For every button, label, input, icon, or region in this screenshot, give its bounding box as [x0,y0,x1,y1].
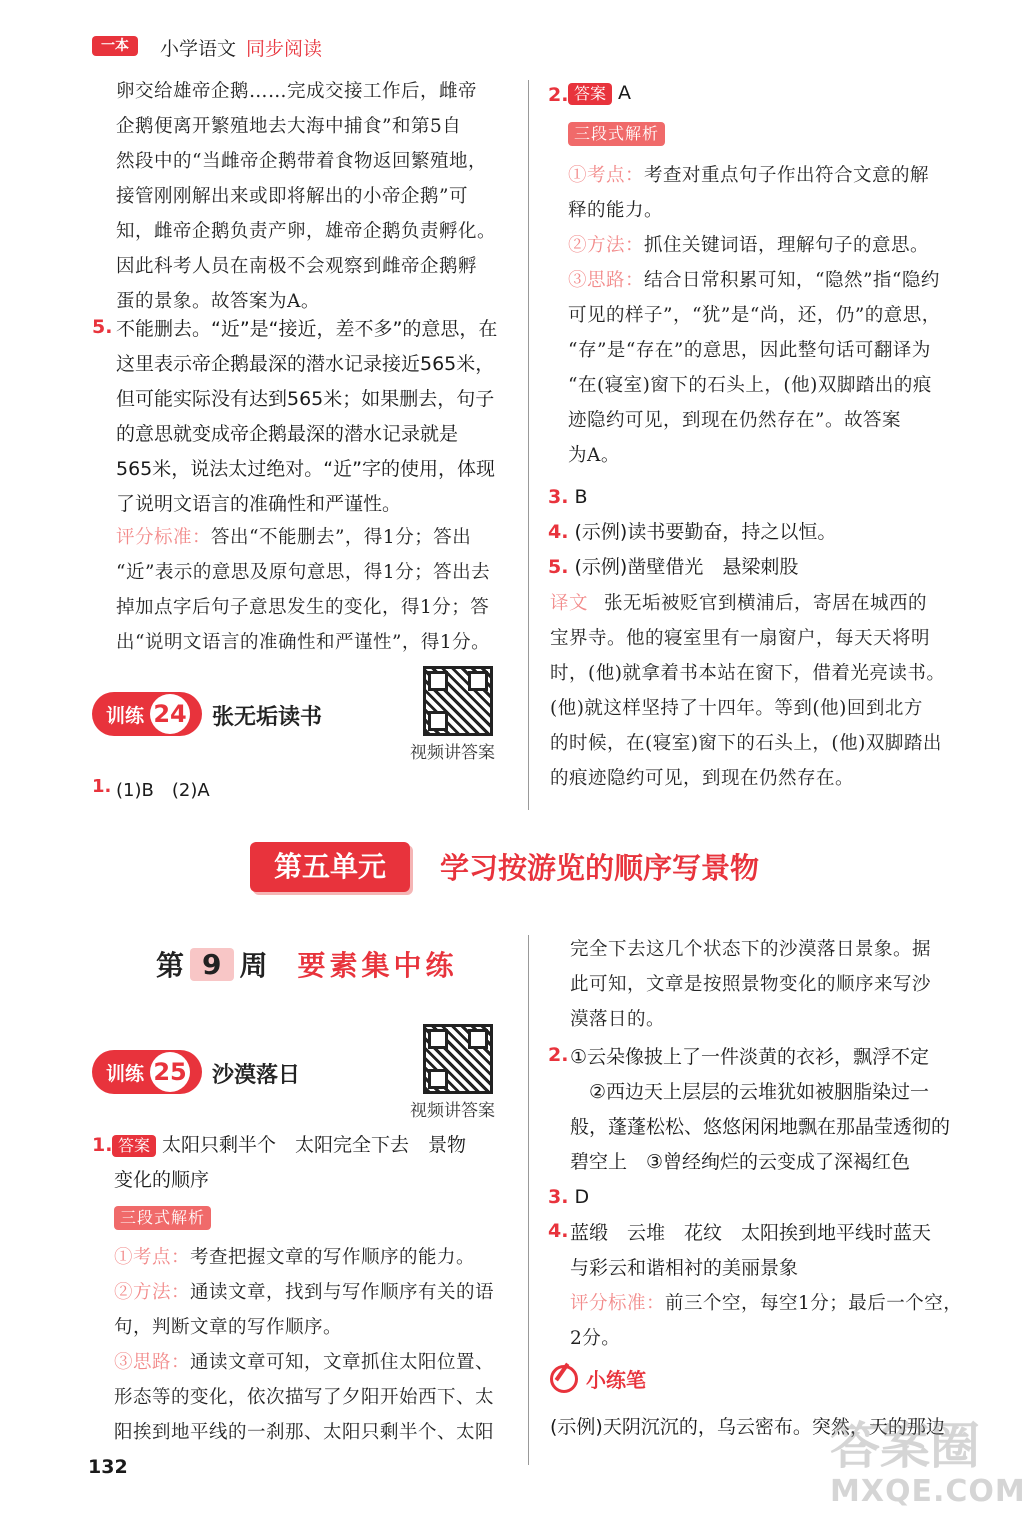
question-number: 3. [548,486,569,508]
training-number: 25 [150,1052,190,1092]
silu-label: ③思路： [568,270,645,291]
kaodian-label: ①考点： [114,1247,191,1268]
q4-row [548,515,836,550]
answer-value: A [618,82,632,104]
text-line: 完全下去这几个状态下的沙漠落日景象。据 [570,939,932,960]
text-line: 的痕迹隐约可见，到现在仍然存在。 [550,768,855,789]
translation [550,586,970,796]
question-number: 1. [92,1134,113,1156]
text-line: 卵交给雄帝企鹅……完成交接工作后，雌帝 [116,81,478,102]
text-line: 答出“不能删去”，得1分；答出 [211,527,472,548]
fangfa-label: ②方法： [568,235,645,256]
answer-text: (示例)读书要勤奋，持之以恒。 [574,521,837,543]
q1-answer: (1)B (2)A [116,780,210,801]
text-line: 出“说明文语言的准确性和严谨性”，得1分。 [116,632,491,653]
text-line: 接管刚刚解出来或即将解出的小帝企鹅”可 [116,186,468,207]
week-number: 9 [190,948,233,981]
header-subtitle: 同步阅读 [246,38,323,60]
text-line: 形态等的变化，依次描写了夕阳开始西下、太 [114,1387,495,1408]
answer-tag: 答案 [112,1135,156,1157]
week-prefix: 第 [156,949,185,982]
q1-answer [110,1128,520,1198]
training-number: 24 [150,694,190,734]
scoring-standard [116,520,516,660]
text-line: “存”是“存在”的意思，因此整句话可翻译为 [568,340,931,361]
answer-text: B [574,486,588,508]
text-line: 的意思就变成帝企鹅最深的潜水记录就是 [116,423,459,445]
week-heading [156,944,458,984]
watermark-logo [830,1417,1026,1528]
text-line: 不能删去。“近”是“接近，差不多”的意思，在 [116,318,498,340]
question-number: 2. [548,1044,569,1066]
text-line: 结合日常积累可知，“隐然”指“隐约 [644,270,940,291]
text-line: 般，蓬蓬松松、悠悠闲闲地飘在那晶莹透彻的 [570,1116,951,1138]
qr-caption: 视频讲答案 [410,743,495,763]
q3-row [548,480,588,515]
text-line: 2分。 [570,1328,621,1349]
text-line: 句，判断文章的写作顺序。 [114,1317,343,1338]
question-number: 3. [548,1186,569,1208]
text-line: 掉加点字后句子意思发生的变化，得1分；答 [116,597,490,618]
text-line: 通读文章可知，文章抓住太阳位置、 [190,1352,495,1373]
scoring-label: 评分标准： [570,1293,666,1314]
text-line: 太阳只剩半个 太阳完全下去 景物 [162,1134,467,1156]
answer-text: D [574,1186,590,1208]
scoring-label: 评分标准： [116,527,212,548]
text-line: 抓住关键词语，理解句子的意思。 [644,235,930,256]
text-line: 此可知，文章是按照景物变化的顺序来写沙 [570,974,932,995]
text-line: 知，雌帝企鹅负责产卵，雄帝企鹅负责孵化。 [116,221,497,242]
column-divider-top [528,80,529,810]
text-line: 这里表示帝企鹅最深的潜水记录接近565米， [116,353,495,375]
question-number: 5. [92,316,113,338]
text-line: 然段中的“当雌帝企鹅带着食物返回繁殖地， [116,151,487,172]
text-line: 碧空上 ③曾经绚烂的云变成了深褐红色 [570,1151,911,1173]
unit-title: 学习按游览的顺序写景物 [440,851,760,885]
analysis-tag: 三段式解析 [114,1206,211,1230]
q5-row [548,550,798,585]
pen-icon [550,1365,578,1393]
question-number: 1. [92,776,112,797]
text-line: “在(寝室)窗下的石头上，(他)双脚踏出的痕 [568,375,932,396]
q2-answer [570,1040,980,1180]
qr-code-icon[interactable] [423,666,493,736]
text-line: 张无垢被贬官到横浦后，寄居在城西的 [604,593,928,614]
text-line: 考查对重点句子作出符合文意的解 [644,165,930,186]
text-line: 时，(他)就拿着书本站在窗下，借着光亮读书。 [550,663,946,684]
training-title: 沙漠落日 [212,1063,301,1088]
week-title: 要素集中练 [297,949,458,982]
column-divider-bottom [528,935,529,1465]
text-line: 蓝缎 云堆 花纹 太阳挨到地平线时蓝天 [570,1222,932,1244]
q5-answer [116,312,516,522]
watermark-text: 答案圈 [830,1417,980,1475]
text-line: ②西边天上层层的云堆犹如被胭脂染过一 [570,1081,930,1103]
page-number: 132 [88,1456,128,1478]
training-label: 训练 [106,1062,145,1085]
mini-writing-text: (示例)天阴沉沉的，乌云密布。突然，天的那边 [550,1416,945,1438]
text-line: 宝界寺。他的寝室里有一扇窗户，每天天将明 [550,628,931,649]
training-title: 张无垢读书 [212,705,323,730]
text-line: 释的能力。 [568,200,664,221]
left-top-paragraph [116,74,516,319]
training-badge-24 [92,692,202,736]
answer-text: (示例)凿壁借光 悬梁刺股 [574,556,799,578]
q2-answer-row [566,80,631,106]
header-title: 小学语文 [160,38,237,60]
unit-label: 第五单元 [250,842,410,892]
text-line: 因此科考人员在南极不会观察到雌帝企鹅孵 [116,256,478,277]
text-line: 迹隐约可见，到现在仍然存在”。故答案 [568,410,901,431]
fangfa-label: ②方法： [114,1282,191,1303]
text-line: 变化的顺序 [114,1169,210,1191]
text-line: 了说明文语言的准确性和严谨性。 [116,493,402,515]
text-line: ①云朵像披上了一件淡黄的衣衫，飘浮不定 [570,1046,930,1068]
text-line: “近”表示的意思及原句意思，得1分；答出去 [116,562,491,583]
text-line: 漠落日的。 [570,1009,666,1030]
analysis-body [568,158,968,473]
analysis-body [114,1240,524,1450]
question-number: 5. [548,556,569,578]
text-line: 阳挨到地平线的一刹那、太阳只剩半个、太阳 [114,1422,495,1443]
mini-writing-heading [550,1364,646,1393]
analysis-tag: 三段式解析 [568,122,665,146]
text-line: 565米，说法太过绝对。“近”字的使用，体现 [116,458,495,480]
text-line: 蛋的景象。故答案为A。 [116,291,320,312]
mini-writing-label: 小练笔 [586,1368,646,1392]
answer-tag: 答案 [568,83,612,105]
text-line: 但可能实际没有达到565米；如果删去，句子 [116,388,495,410]
scoring-standard [570,1286,980,1356]
question-number: 2. [548,84,569,106]
text-line: 为A。 [568,445,620,466]
q3-row [548,1180,589,1215]
q4-answer [570,1216,980,1286]
header-logo: 一本 [92,36,138,56]
question-number: 4. [548,1220,569,1242]
qr-code-icon[interactable] [423,1024,493,1094]
text-line: 的时候，在(寝室)窗下的石头上，(他)双脚踏出 [550,733,942,754]
training-badge-25 [92,1050,202,1094]
text-line: 通读文章，找到与写作顺序有关的语 [190,1282,495,1303]
translation-label: 译文 [550,593,589,614]
text-line: 与彩云和谐相衬的美丽景象 [570,1257,799,1279]
week-suffix: 周 [239,949,268,982]
training-label: 训练 [106,704,145,727]
text-line: (他)就这样坚持了十四年。等到(他)回到北方 [550,698,923,719]
text-line: 可见的样子”，“犹”是“尚，还，仍”的意思， [568,305,941,326]
unit-banner [250,842,816,892]
question-number: 4. [548,521,569,543]
kaodian-label: ①考点： [568,165,645,186]
text-line: 企鹅便离开繁殖地去大海中捕食”和第5自 [116,116,462,137]
continued-text [570,932,970,1037]
watermark-url: MXQE.COM [830,1474,1026,1509]
silu-label: ③思路： [114,1352,191,1373]
qr-caption: 视频讲答案 [410,1101,495,1121]
text-line: 前三个空，每空1分；最后一个空， [665,1293,963,1314]
text-line: 考查把握文章的写作顺序的能力。 [190,1247,476,1268]
